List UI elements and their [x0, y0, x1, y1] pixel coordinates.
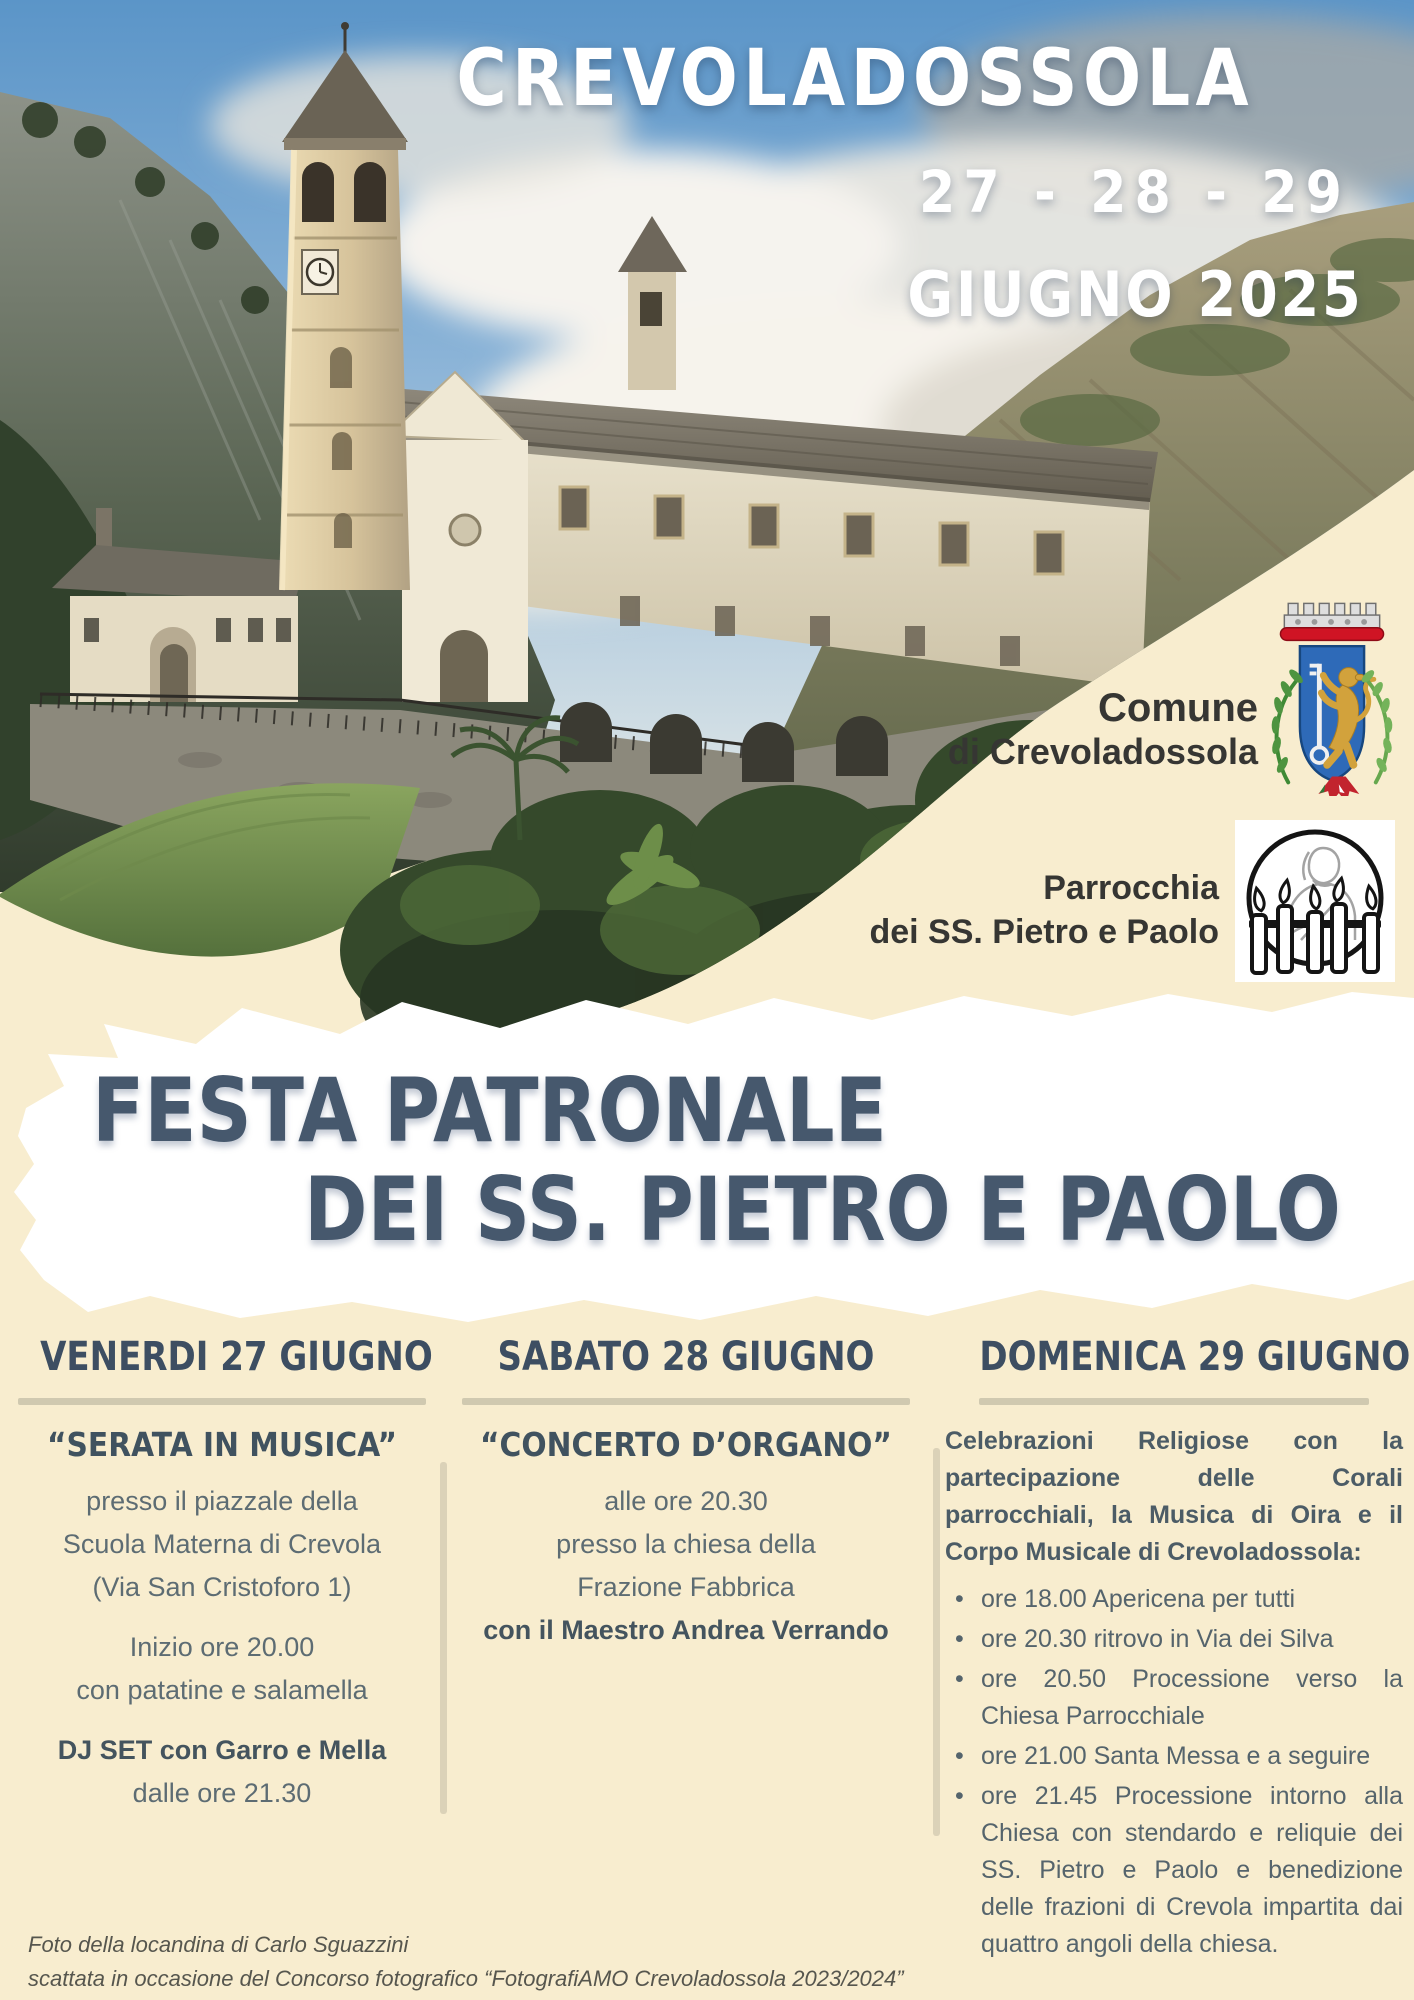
domenica-header: DOMENICA 29 GIUGNO — [979, 1334, 1411, 1380]
schedule-item: • ore 20.30 ritrovo in Via dei Silva — [945, 1621, 1403, 1658]
location-title-text: CREVOLADOSSOLA — [456, 34, 1254, 124]
schedule-item: • ore 20.50 Processione verso la Chiesa Parrocchiale — [945, 1661, 1403, 1735]
crest-ribbon — [1318, 777, 1359, 796]
parrocchia-block — [869, 820, 1395, 982]
schedule-item: • ore 21.00 Santa Messa e a seguire — [945, 1738, 1403, 1775]
parrocchia-line2: dei SS. Pietro e Paolo — [869, 912, 1219, 951]
photo-credits — [28, 1928, 904, 1996]
comune-line2: di Crevoladossola — [947, 730, 1258, 772]
dates-days: 27 - 28 - 29 — [919, 158, 1351, 226]
comune-block — [948, 582, 1406, 796]
dates-month: GIUGNO 2025 — [906, 258, 1364, 331]
column-venerdi — [8, 1334, 436, 1832]
venerdi-time: Inizio ore 20.00 con patatine e salamella — [76, 1632, 368, 1705]
column-separator-2 — [933, 1448, 940, 1836]
venerdi-location: presso il piazzale della Scuola Materna di Crevola (Via San Cristoforo 1) — [62, 1486, 382, 1602]
parrocchia-line1: Parrocchia — [1043, 868, 1219, 907]
venerdi-divider — [18, 1398, 426, 1405]
comune-label — [948, 685, 1258, 796]
crest-shield — [1300, 646, 1374, 780]
location-title — [380, 34, 1330, 124]
column-sabato — [452, 1334, 920, 1669]
credits-line1: Foto della locandina di Carlo Sguazzini — [28, 1932, 409, 1957]
sabato-details: alle ore 20.30 presso la chiesa della Frazione Fabbrica con il Maestro Andrea Verrando — [483, 1486, 889, 1645]
column-separator-1 — [440, 1462, 447, 1814]
event-dates — [870, 158, 1400, 331]
comune-coat-of-arms-icon — [1258, 582, 1406, 796]
domenica-intro: Celebrazioni Religiose con la partecipazione delle Corali parrocchiali, la Musica di Oira e il Corpo Musicale di Crevoladossola: — [945, 1427, 1403, 1566]
sabato-event-title: “CONCERTO D’ORGANO” — [480, 1425, 892, 1464]
sabato-header: SABATO 28 GIUGNO — [497, 1334, 875, 1380]
column-domenica — [945, 1334, 1411, 1966]
venerdi-header: VENERDI 27 GIUGNO — [40, 1334, 433, 1380]
main-title-line2: DEI SS. PIETRO E PAOLO — [304, 1157, 1341, 1261]
crest-crown — [1280, 603, 1383, 640]
schedule-item: • ore 21.45 Processione intorno alla Chiesa con stendardo e reliquie dei SS. Pietro e Paolo e benedizione delle frazioni di Crevola impartita dai quattro angoli della chiesa. — [945, 1778, 1403, 1963]
parrocchia-logo-icon — [1235, 820, 1395, 982]
domenica-schedule — [945, 1581, 1403, 1963]
venerdi-djset: DJ SET con Garro e Mella dalle ore 21.30 — [57, 1735, 387, 1808]
sabato-divider — [462, 1398, 910, 1405]
venerdi-event-title: “SERATA IN MUSICA” — [47, 1425, 397, 1464]
main-title-line1: FESTA PATRONALE — [92, 1059, 887, 1162]
comune-line1: Comune — [1098, 685, 1258, 730]
schedule-item: • ore 18.00 Apericena per tutti — [945, 1581, 1403, 1618]
domenica-divider — [979, 1398, 1369, 1405]
credits-line2: scattata in occasione del Concorso fotografico “FotografiAMO Crevoladossola 2023/2024” — [28, 1966, 904, 1991]
parrocchia-label — [869, 866, 1219, 982]
main-title — [92, 1059, 1414, 1261]
